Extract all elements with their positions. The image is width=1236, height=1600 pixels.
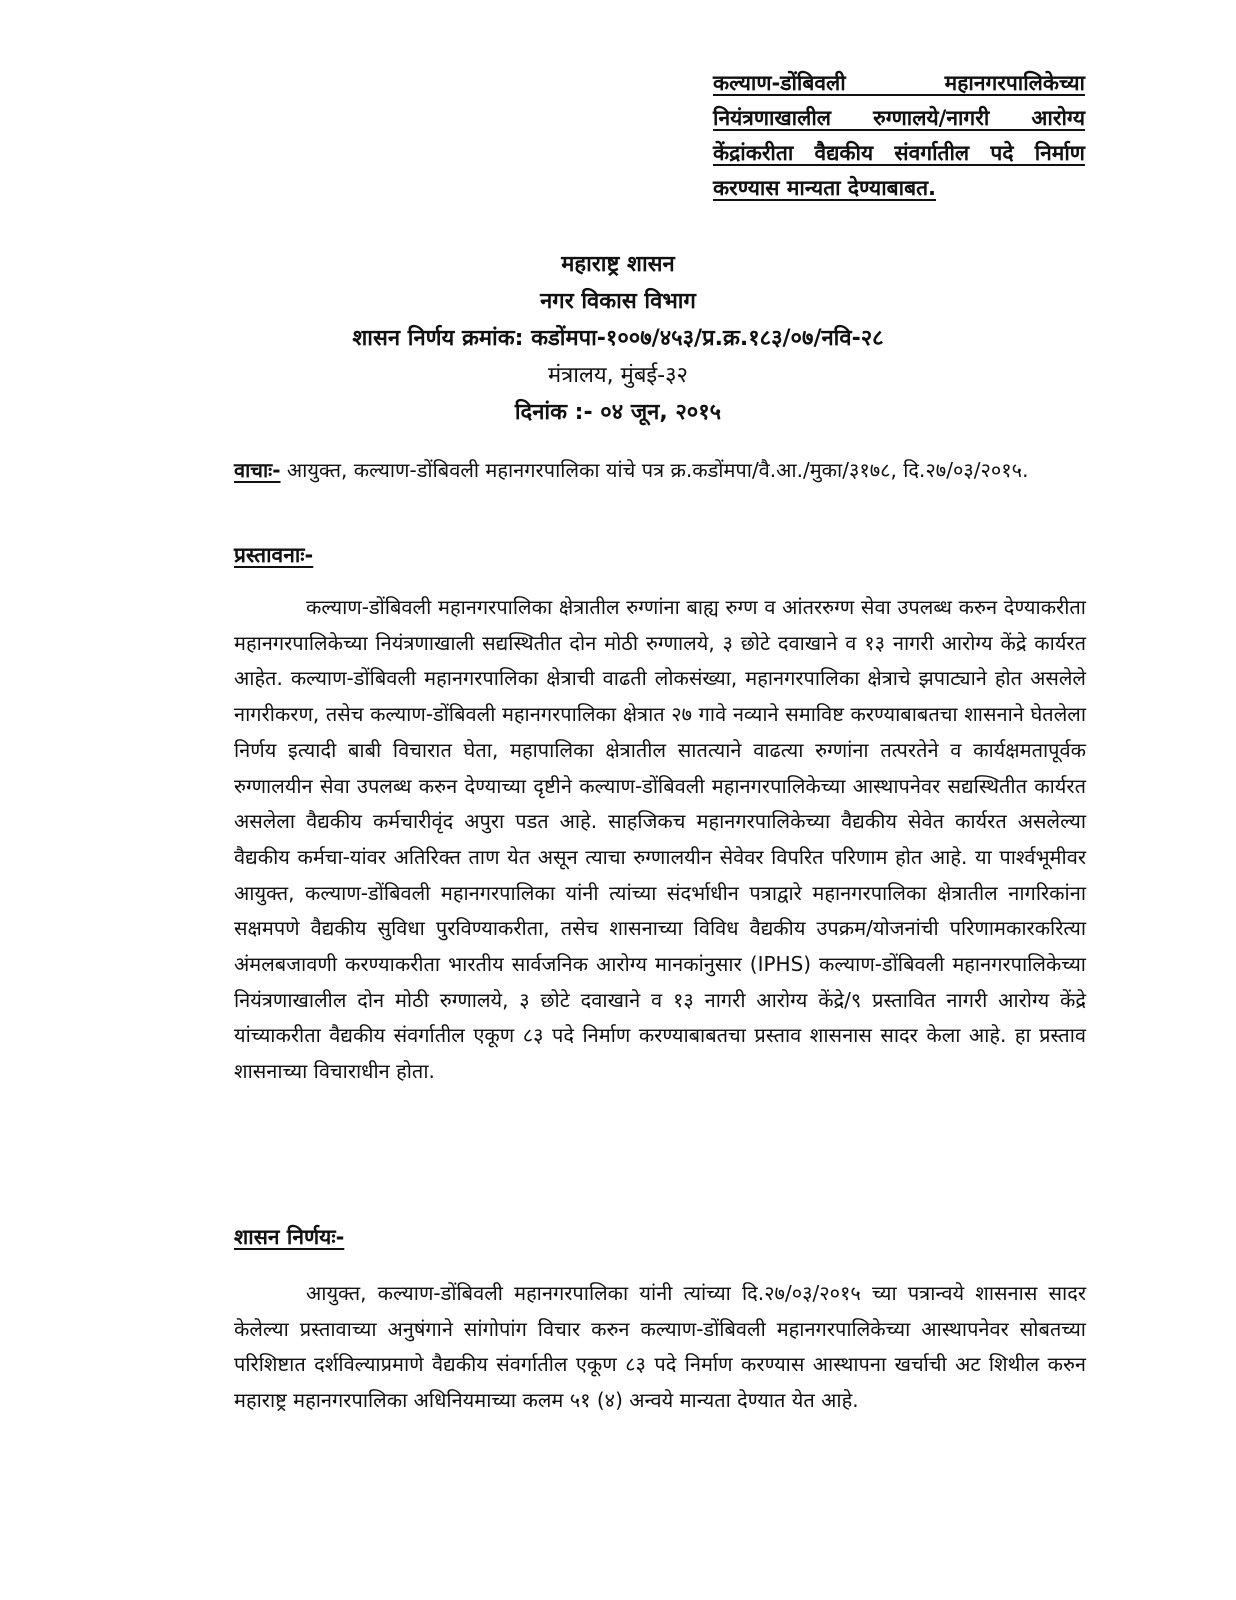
subject-line: कल्याण-डोंबिवली महानगरपालिकेच्या नियंत्रणाखालील रुग्णालये/नागरी आरोग्य केंद्रांकरीता वैद्यकीय संवर्गातील पदे निर्माण करण्यास मान्यता देण्याबाबत. [713, 71, 1085, 200]
decision-text: आयुक्त, कल्याण-डोंबिवली महानगरपालिका यांनी त्यांच्या दि.२७/०३/२०१५ च्या पत्रान्वये शासनास सादर केलेल्या प्रस्तावाच्या अनुषंगाने सांगोपांग विचार करुन कल्याण-डोंबिवली महानगरपालिकेच्या आस्थापनेवर सोबतच्या परिशिष्टात दर्शविल्याप्रमाणे वैद्यकीय संवर्गातील एकूण ८३ पदे निर्माण करण्यास आस्थापना खर्चाची अट शिथील करुन महाराष्ट्र महानगरपालिका अधिनियमाच्या कलम ५१ (४) अन्वये मान्यता देण्यात येत आहे. [234, 1281, 1086, 1413]
reference-label: वाचाः- [234, 458, 281, 482]
reference-text: आयुक्त, कल्याण-डोंबिवली महानगरपालिका यांचे पत्र क्र.कडोंमपा/वै.आ./मुका/३१७८, दि.२७/०३/२०१५. [286, 458, 1029, 482]
preamble-text: कल्याण-डोंबिवली महानगरपालिका क्षेत्रातील रुग्णांना बाह्य रुग्ण व आंतररुग्ण सेवा उपलब्ध करुन देण्याकरीता महानगरपालिकेच्या नियंत्रणाखाली सद्यस्थितीत दोन मोठी रुग्णालये, ३ छोटे दवाखाने व १३ नागरी आरोग्य केंद्रे कार्यरत आहेत. कल्याण-डोंबिवली महानगरपालिका क्षेत्राची वाढती लोकसंख्या, महानगरपालिका क्षेत्राचे झपाट्याने होत असलेले नागरीकरण, तसेच कल्याण-डोंबिवली महानगरपालिका क्षेत्रात २७ गावे नव्याने समाविष्ट करण्याबाबतचा शासनाने घेतलेला निर्णय इत्यादी बाबी विचारात घेता, महापालिका क्षेत्रातील सातत्याने वाढत्या रुग्णांना तत्परतेने व कार्यक्षमतापूर्वक रुग्णालयीन सेवा उपलब्ध करुन देण्याच्या दृष्टीने कल्याण-डोंबिवली महानगरपालिकेच्या आस्थापनेवर सद्यस्थितीत कार्यरत असलेला वैद्यकीय कर्मचारीवृंद अपुरा पडत आहे. साहजिकच महानगरपालिकेच्या वैद्यकीय सेवेत कार्यरत असलेल्या वैद्यकीय कर्मचा-यांवर अतिरिक्त ताण येत असून त्याचा रुग्णालयीन सेवेवर विपरित परिणाम होत आहे. या पार्श्वभूमीवर आयुक्त, कल्याण-डोंबिवली महानगरपालिका यांनी त्यांच्या संदर्भाधीन पत्राद्वारे महानगरपालिका क्षेत्रातील नागरिकांना सक्षमपणे वैद्यकीय सुविधा पुरविण्याकरीता, तसेच शासनाच्या विविध वैद्यकीय उपक्रम/योजनांची परिणामकारकरित्या अंमलबजावणी करण्याकरीता भारतीय सार्वजनिक आरोग्य मानकांनुसार (IPHS) कल्याण-डोंबिवली महानगरपालिकेच्या नियंत्रणाखालील दोन मोठी रुग्णालये, ३ छोटे दवाखाने व १३ नागरी आरोग्य केंद्रे/९ प्रस्तावित नागरी आरोग्य केंद्रे यांच्याकरीता वैद्यकीय संवर्गातील एकूण ८३ पदे निर्माण करण्याबाबतचा प्रस्ताव शासनास सादर केला आहे. हा प्रस्ताव शासनाच्या विचाराधीन होता. [234, 595, 1086, 1084]
document-header [0, 246, 1236, 431]
department-name: नगर विकास विभाग [540, 289, 696, 314]
issue-date: दिनांक :- ०४ जून, २०१५ [514, 400, 722, 425]
resolution-number: शासन निर्णय क्रमांक: कडोंमपा-१००७/४५३/प्र.क्र.१८३/०७/नवि-२८ [352, 326, 884, 351]
decision-heading: शासन निर्णयः- [234, 1225, 345, 1249]
preamble-heading: प्रस्तावनाः- [234, 543, 314, 567]
place-of-issue: मंत्रालय, मुंबई-३२ [548, 363, 688, 388]
government-name: महाराष्ट्र शासन [561, 252, 675, 277]
reference-section [234, 453, 1086, 487]
